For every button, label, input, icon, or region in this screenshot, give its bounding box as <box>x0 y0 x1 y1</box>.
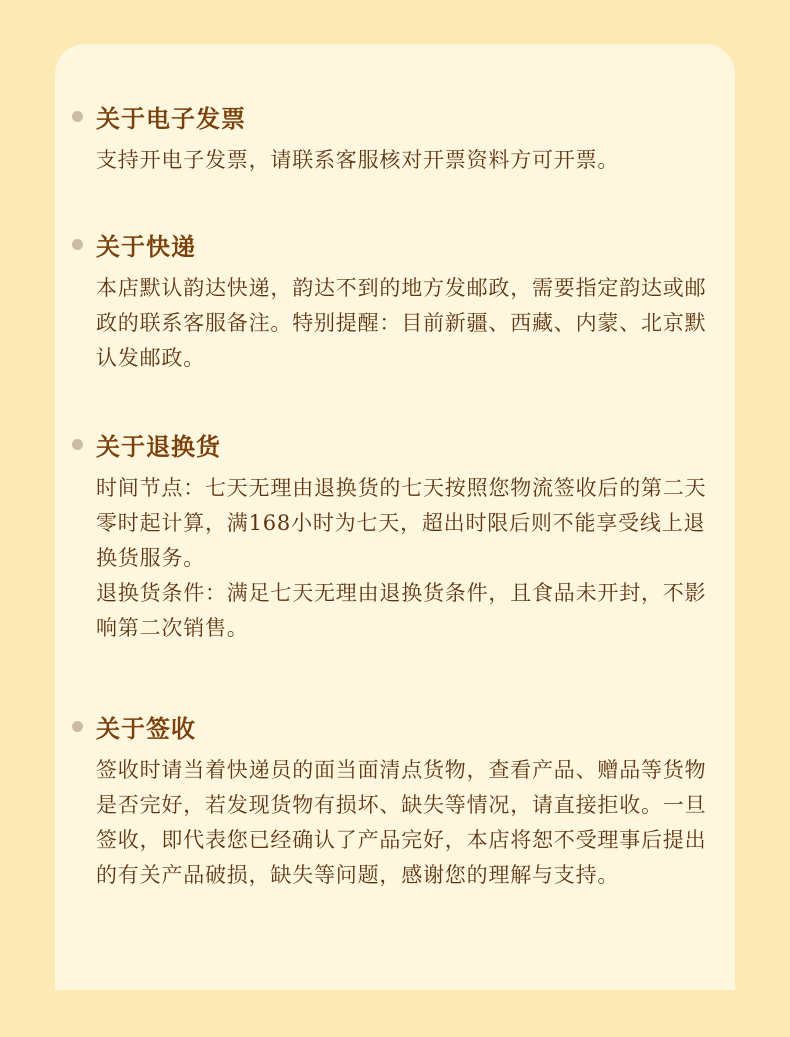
section-body <box>72 753 712 893</box>
section-body <box>72 471 712 646</box>
section-paragraph: 本店默认韵达快递，韵达不到的地方发邮政，需要指定韵达或邮政的联系客服备注。特别提醒：目前新疆、西藏、内蒙、北京默认发邮政。 <box>96 276 707 370</box>
section-heading <box>72 708 712 744</box>
section-returns-exchanges <box>72 426 712 646</box>
section-signing-receipt <box>72 708 712 893</box>
section-title: 关于签收 <box>96 713 196 743</box>
section-paragraph: 支持开电子发票，请联系客服核对开票资料方可开票。 <box>96 148 620 172</box>
section-title: 关于退换货 <box>96 431 221 461</box>
section-paragraph: 时间节点：七天无理由退换货的七天按照您物流签收后的第二天零时起计算，满168小时为七天，超出时限后则不能享受线上退换货服务。 <box>96 476 707 570</box>
bullet-dot-icon <box>72 239 83 250</box>
section-electronic-invoice <box>72 98 712 178</box>
section-body <box>72 271 712 376</box>
section-express-delivery <box>72 226 712 376</box>
bullet-dot-icon <box>72 439 83 450</box>
bullet-dot-icon <box>72 721 83 732</box>
section-paragraph: 退换货条件：满足七天无理由退换货条件，且食品未开封，不影响第二次销售。 <box>96 581 707 640</box>
section-title: 关于电子发票 <box>96 103 246 133</box>
section-heading <box>72 226 712 262</box>
section-heading <box>72 426 712 462</box>
bullet-dot-icon <box>72 111 83 122</box>
section-heading <box>72 98 712 134</box>
section-title: 关于快递 <box>96 231 196 261</box>
section-body <box>72 143 712 178</box>
section-paragraph: 签收时请当着快递员的面当面清点货物，查看产品、赠品等货物是否完好，若发现货物有损坏、缺失等情况，请直接拒收。一旦签收，即代表您已经确认了产品完好，本店将恕不受理事后提出的有关产品破损，缺失等问题，感谢您的理解与支持。 <box>96 758 707 887</box>
